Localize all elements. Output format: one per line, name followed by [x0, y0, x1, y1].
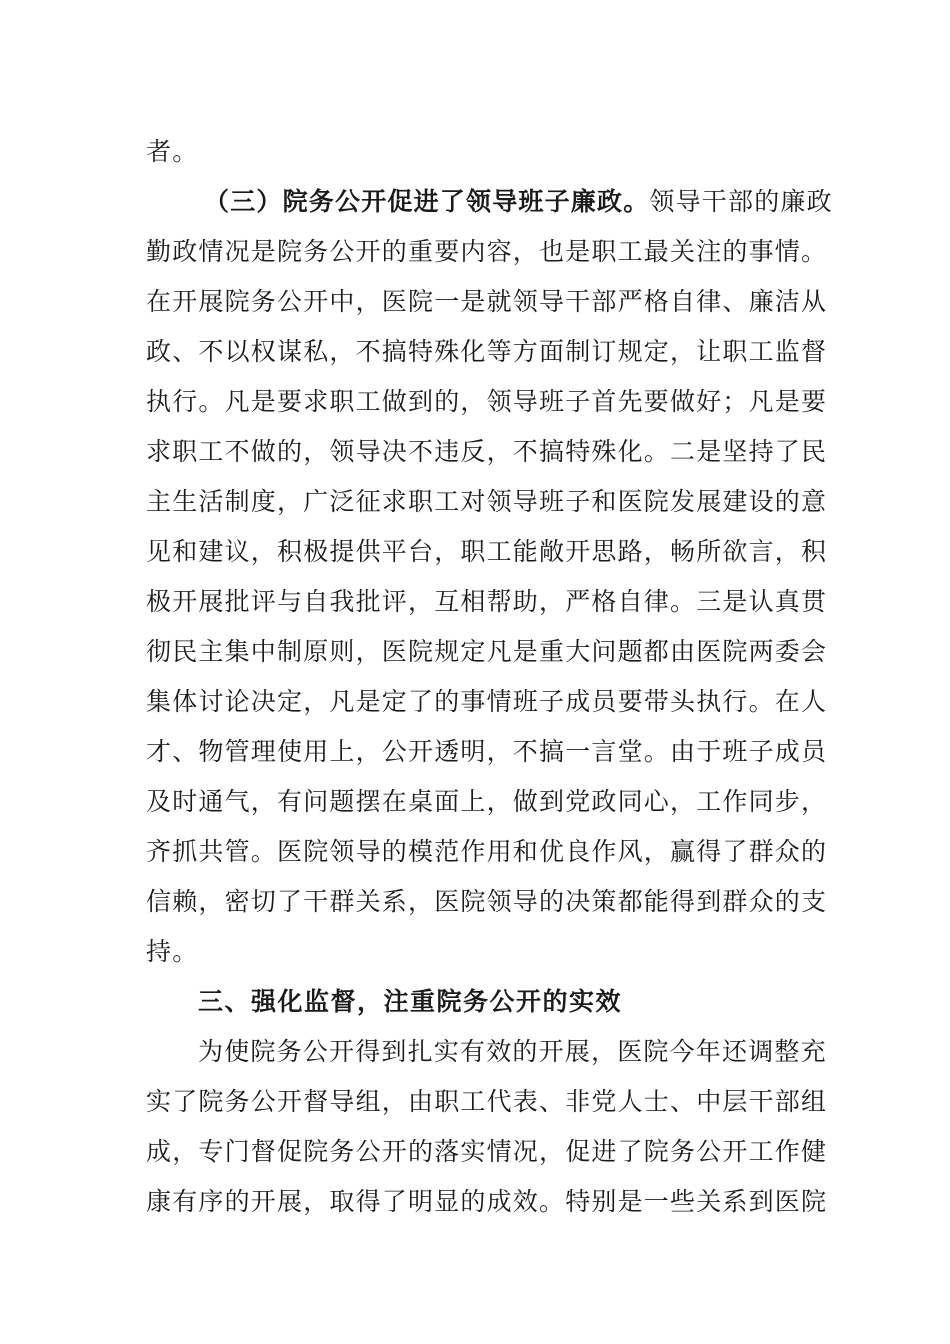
section-heading: 三、强化监督，注重院务公开的实效 [198, 987, 623, 1016]
text-line: 彻民主集中制原则，医院规定凡是重大问题都由医院两委会 [146, 637, 828, 666]
text-line: 者。 [146, 137, 199, 166]
text-line: 集体讨论决定，凡是定了的事情班子成员要带头执行。在人 [146, 687, 828, 716]
text-line: 信赖，密切了干群关系，医院领导的决策都能得到群众的支 [146, 887, 828, 916]
section-3-line [204, 184, 833, 220]
section-3-title: （三）院务公开促进了领导班子廉政。 [204, 187, 650, 216]
text-line: 及时通气，有问题摆在桌面上，做到党政同心，工作同步， [146, 787, 828, 816]
text-line: 在开展院务公开中，医院一是就领导干部严格自律、廉洁从 [146, 287, 828, 316]
text-line: 成，专门督促院务公开的落实情况，促进了院务公开工作健 [146, 1137, 828, 1166]
text-line: 康有序的开展，取得了明显的成效。特别是一些关系到医院 [146, 1187, 828, 1216]
text-line: 齐抓共管。医院领导的模范作用和优良作风，赢得了群众的 [146, 837, 828, 866]
text-line: 主生活制度，广泛征求职工对领导班子和医院发展建设的意 [146, 487, 828, 516]
text-line: 执行。凡是要求职工做到的，领导班子首先要做好；凡是要 [146, 387, 828, 416]
paragraph-start: 为使院务公开得到扎实有效的开展，医院今年还调整充 [198, 1037, 827, 1066]
text-line: 才、物管理使用上，公开透明，不搞一言堂。由于班子成员 [146, 737, 828, 766]
text-line: 政、不以权谋私，不搞特殊化等方面制订规定，让职工监督 [146, 337, 828, 366]
section-3-text: 领导干部的廉政 [649, 187, 833, 216]
text-line: 实了院务公开督导组，由职工代表、非党人士、中层干部组 [146, 1087, 828, 1116]
text-line: 极开展批评与自我批评，互相帮助，严格自律。三是认真贯 [146, 587, 828, 616]
text-line: 持。 [146, 937, 199, 966]
text-line: 求职工不做的，领导决不违反，不搞特殊化。二是坚持了民 [146, 437, 828, 466]
text-line: 见和建议，积极提供平台，职工能敞开思路，畅所欲言，积 [146, 537, 828, 566]
text-line: 勤政情况是院务公开的重要内容，也是职工最关注的事情。 [146, 237, 828, 266]
